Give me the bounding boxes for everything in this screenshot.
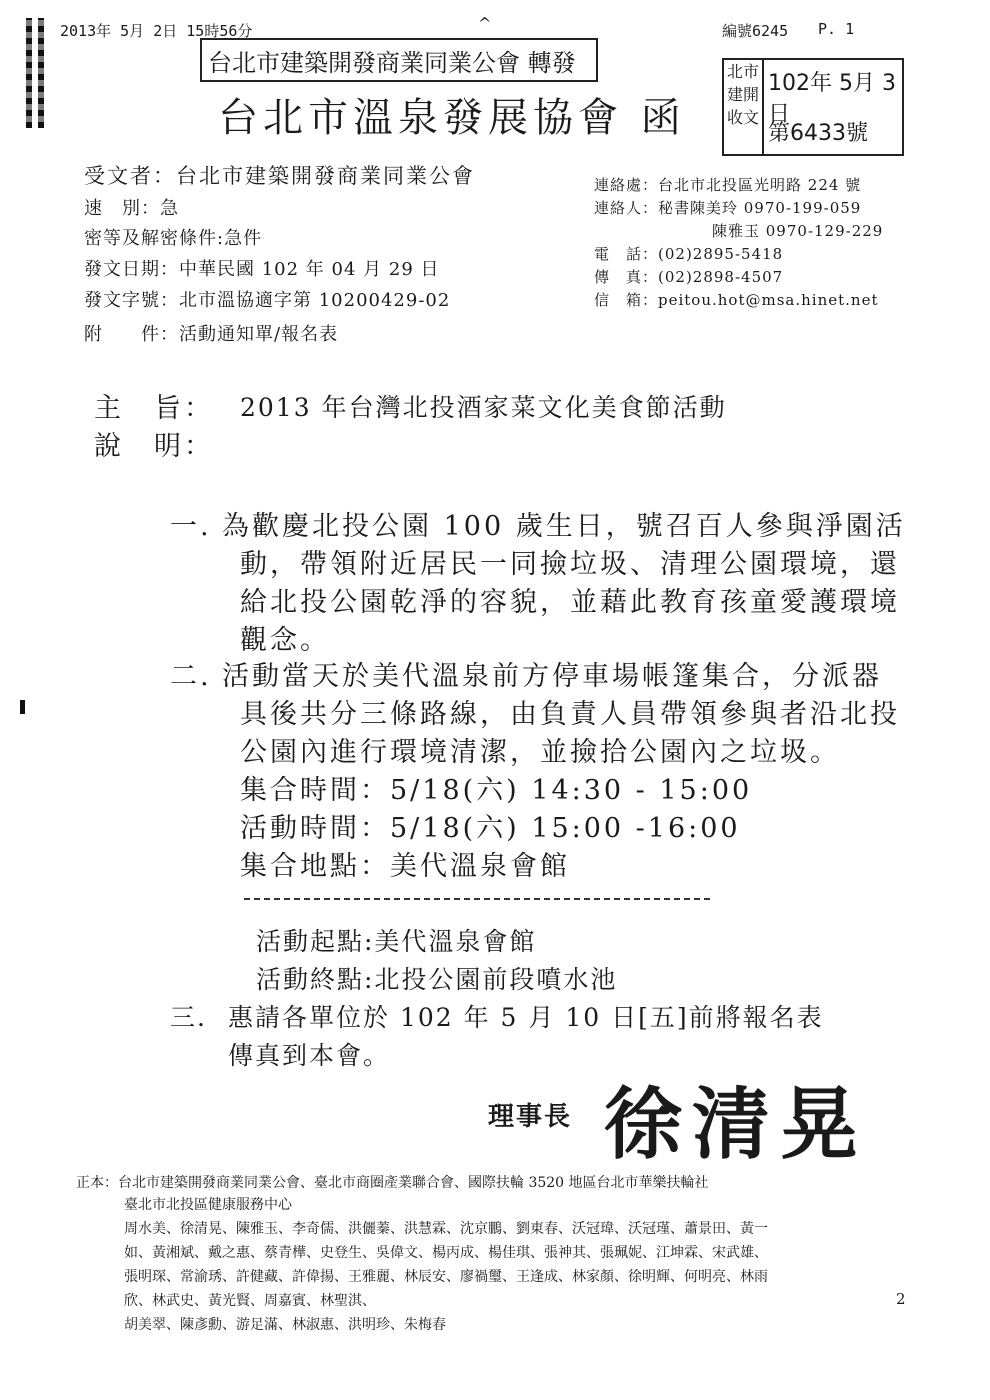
contact-phone: 電 話：(02)2895-5418	[594, 245, 784, 263]
fax-edge-pattern-overlay	[26, 18, 46, 128]
item-two-line: 公園內進行環境清潔，並撿拾公園內之垃圾。	[240, 737, 840, 768]
receipt-number: 第6433號	[768, 121, 868, 146]
fax-datetime: 2013年 5月 2日 15時56分	[60, 22, 253, 40]
item-two-line: 活動當天於美代溫泉前方停車場帳篷集合，分派器	[222, 661, 882, 692]
receipt-date: 102年 5月 3日	[768, 71, 896, 127]
item-one-line: 觀念。	[240, 625, 330, 656]
item-three-line: 傳真到本會。	[228, 1041, 391, 1070]
item-two-line: 具後共分三條路線，由負責人員帶領參與者沿北投	[240, 699, 900, 730]
signature-title: 理事長	[488, 1102, 573, 1132]
distribution-line: 張明琛、常渝琇、許健藏、許偉揚、王雅麗、林辰安、廖禍璽、王逢成、林家顏、徐明輝、何明亮、林雨	[124, 1269, 768, 1285]
end-point: 活動終點:北投公園前段噴水池	[256, 965, 618, 994]
receipt-label-line: 收文	[726, 108, 759, 127]
forward-stamp	[200, 38, 598, 82]
speed: 速 別：急	[84, 198, 179, 219]
gather-time: 集合時間：5/18(六) 14:30 - 15:00	[240, 775, 753, 806]
subject-text: 2013 年台灣北投酒家菜文化美食節活動	[240, 393, 727, 422]
contact-address: 連絡處：台北市北投區光明路 224 號	[594, 176, 862, 194]
item-one-number: 一.	[170, 511, 212, 542]
contact-fax: 傳 真：(02)2898-4507	[594, 268, 784, 286]
org-title: 台北市溫泉發展協會 函	[218, 95, 686, 141]
item-three-number: 三.	[170, 1003, 207, 1032]
signature-name: 徐清晃	[604, 1079, 869, 1170]
item-one-line: 動，帶領附近居民一同撿垃圾、清理公園環境，還	[240, 549, 900, 580]
secrecy: 密等及解密條件:急件	[84, 228, 263, 249]
distribution-line: 正本：台北市建築開發商業同業公會、臺北市商圈產業聯合會、國際扶輪 3520 地區台北市華樂扶輪社	[76, 1175, 709, 1191]
item-three-line: 惠請各單位於 102 年 5 月 10 日[五]前將報名表	[228, 1003, 824, 1032]
item-one-line: 給北投公園乾淨的容貌，並藉此教育孩童愛護環境	[240, 587, 900, 618]
fax-page: P. 1	[818, 20, 855, 38]
attachment: 附 件：活動通知單/報名表	[84, 324, 339, 345]
distribution-line: 胡美翠、陳彥勳、游足滿、林淑惠、洪明珍、朱梅春	[124, 1317, 446, 1333]
fax-artifact-mark	[20, 700, 25, 714]
issue-date: 發文日期：中華民國 102 年 04 月 29 日	[84, 259, 440, 280]
distribution-line: 如、黃湘斌、戴之惠、蔡青樺、史登生、吳偉文、楊丙成、楊佳琪、張神其、張珮妮、江坤霖、宋武雄、	[124, 1245, 768, 1261]
item-one-line: 為歡慶北投公園 100 歲生日，號召百人參與淨園活	[222, 511, 906, 542]
distribution-line: 周水美、徐清晃、陳雅玉、李奇儒、洪儷蓁、洪慧霖、沈京鵬、劉東春、沃冠瑋、沃冠瑾、蕭景田、黃一	[124, 1221, 768, 1237]
contact-person-2: 陳雅玉 0970-129-229	[712, 222, 884, 240]
explain-label: 說 明：	[94, 431, 214, 462]
receipt-stamp	[722, 58, 904, 156]
contact-person: 連絡人：秘書陳美玲 0970-199-059	[594, 199, 862, 217]
distribution-line: 欣、林武史、黃光賢、周嘉賓、林聖淇、	[124, 1293, 376, 1309]
item-two-number: 二.	[170, 661, 212, 692]
activity-time: 活動時間：5/18(六) 15:00 -16:00	[240, 813, 741, 844]
receipt-label-line: 北市	[726, 62, 759, 81]
dashed-divider	[244, 898, 710, 900]
recipient: 受文者：台北市建築開發商業同業公會	[84, 164, 475, 188]
receipt-label-line: 建開	[726, 85, 759, 104]
start-point: 活動起點:美代溫泉會館	[256, 927, 537, 956]
receipt-stamp-label	[724, 60, 764, 154]
page-number: 2	[896, 1290, 906, 1308]
caret-mark: ^	[478, 14, 492, 33]
forward-stamp-text: 台北市建築開發商業同業公會 轉發	[208, 48, 576, 77]
issue-number: 發文字號：北市溫協適字第 10200429-02	[84, 290, 451, 311]
contact-email: 信 箱：peitou.hot@msa.hinet.net	[594, 291, 879, 309]
subject-label: 主 旨：	[94, 393, 214, 424]
gather-place: 集合地點：美代溫泉會館	[240, 851, 570, 882]
fax-number: 編號6245	[722, 22, 789, 40]
distribution-line: 臺北市北投區健康服務中心	[124, 1197, 292, 1213]
